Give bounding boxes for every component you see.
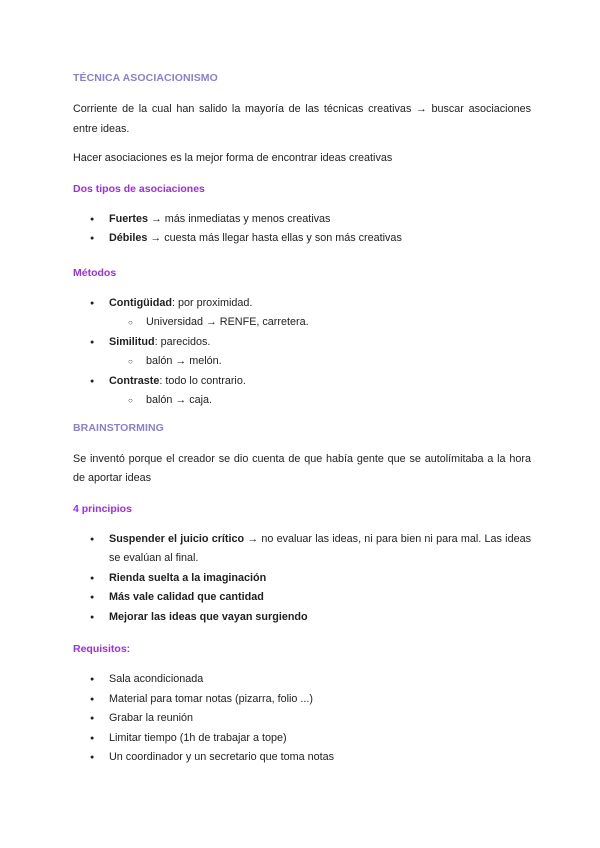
heading-metodos: Métodos bbox=[73, 266, 117, 279]
heading-requisitos: Requisitos: bbox=[73, 643, 131, 655]
paragraph-hacer-asociaciones: Hacer asociaciones es la mejor forma de encontrar ideas creativas bbox=[73, 152, 393, 164]
list-item: ● Fuertes → más inmediatas y menos creativas bbox=[73, 210, 531, 230]
list-item: ● Limitar tiempo (1h de trabajar a tope) bbox=[73, 729, 531, 749]
list-tipos bbox=[73, 210, 560, 249]
list-item: ● Grabar la reunión bbox=[73, 709, 531, 729]
list-item: ● Contigüidad: por proximidad. bbox=[73, 294, 531, 314]
list-item: ● Suspender el juicio crítico → no evaluar las ideas, ni para bien ni para mal. Las ideas se evalúan al final. bbox=[73, 530, 531, 569]
sub-list-item: ○ balón → caja. bbox=[73, 391, 531, 411]
list-item: ● Material para tomar notas (pizarra, folio ...) bbox=[73, 690, 531, 710]
heading-4-principios: 4 principios bbox=[73, 502, 132, 515]
list-item: ● Similitud: parecidos. bbox=[73, 333, 531, 353]
list-item: ● Un coordinador y un secretario que toma notas bbox=[73, 748, 531, 768]
heading-brainstorming: BRAINSTORMING bbox=[73, 421, 164, 434]
list-item: ● Sala acondicionada bbox=[73, 670, 531, 690]
paragraph-corriente: Corriente de la cual han salido la mayoría de las técnicas creativas → buscar asociaciones entre ideas. bbox=[73, 103, 531, 135]
heading-tecnica-asociacionismo: TÉCNICA ASOCIACIONISMO bbox=[73, 72, 218, 84]
heading-dos-tipos: Dos tipos de asociaciones bbox=[73, 182, 205, 195]
list-item: ● Contraste: todo lo contrario. bbox=[73, 372, 531, 392]
paragraph-se-invento: Se inventó porque el creador se dio cuenta de que había gente que se autolímitaba a la hora de aportar ideas bbox=[73, 452, 531, 484]
list-item: ● Rienda suelta a la imaginación bbox=[73, 569, 531, 589]
list-item: ● Mejorar las ideas que vayan surgiendo bbox=[73, 608, 531, 628]
sub-list-item: ○ Universidad → RENFE, carretera. bbox=[73, 313, 531, 333]
list-item: ● Débiles → cuesta más llegar hasta ellas y son más creativas bbox=[73, 229, 531, 249]
list-item: ● Más vale calidad que cantidad bbox=[73, 588, 531, 608]
sub-list-item: ○ balón → melón. bbox=[73, 352, 531, 372]
list-principios bbox=[73, 530, 560, 628]
list-requisitos bbox=[73, 670, 560, 768]
list-metodos bbox=[73, 294, 560, 411]
